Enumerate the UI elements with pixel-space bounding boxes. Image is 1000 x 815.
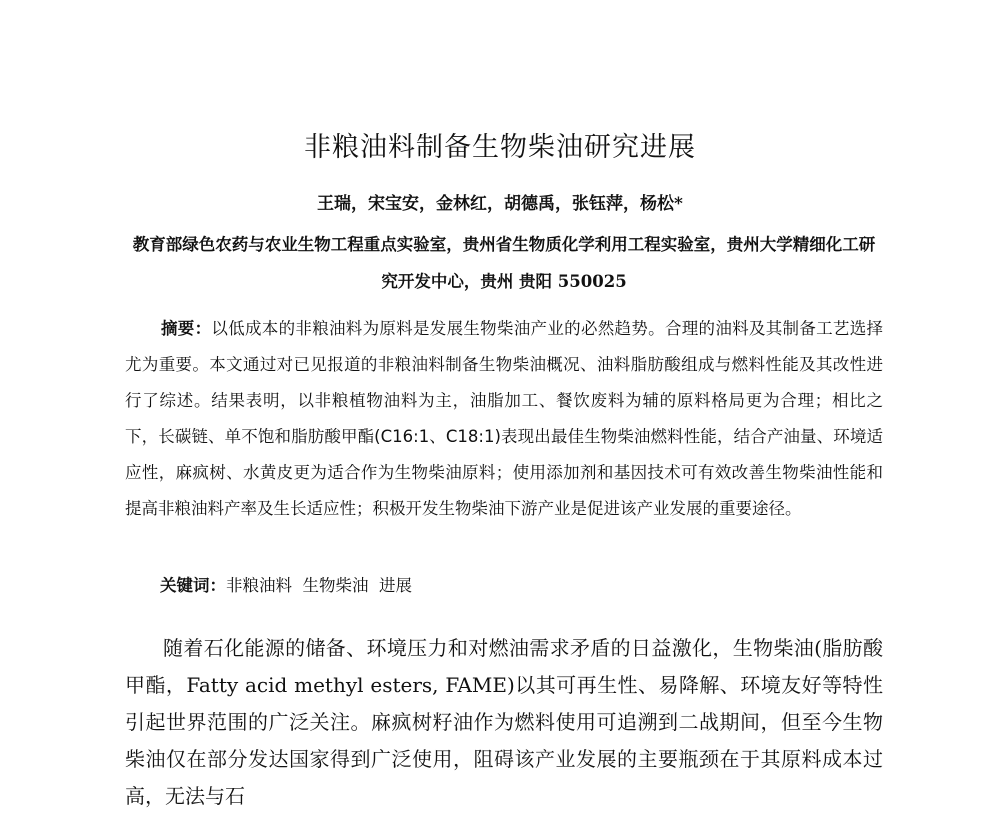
author-list: 王瑞，宋宝安，金林红，胡德禹，张钰萍，杨松* xyxy=(317,194,683,214)
abstract-label: 摘要： xyxy=(161,319,212,338)
abstract-text: 以低成本的非粮油料为原料是发展生物柴油产业的必然趋势。合理的油料及其制备工艺选择尤为重要。本文通过对已见报道的非粮油料制备生物柴油概况、油料脂肪酸组成与燃料性能及其改性进行了综述。结果表明，以非粮植物油料为主，油脂加工、餐饮废料为辅的原料格局更为合理；相比之下，长碳链、单不饱和脂肪酸甲酯(C16:1、C18:1)表现出最佳生物柴油燃料性能，结合产油量、环境适应性，麻疯树、水黄皮更为适合作为生物柴油原料；使用添加剂和基因技术可有效改善生物柴油性能和提高非粮油料产率及生长适应性；积极开发生物柴油下游产业是促进该产业发展的重要途径。 xyxy=(125,319,884,518)
affiliation: 教育部绿色农药与农业生物工程重点实验室，贵州省生物质化学利用工程实验室，贵州大学精细化工研究开发中心，贵州 贵阳 550025 xyxy=(132,235,876,291)
abstract xyxy=(125,311,883,527)
paper-title: 非粮油料制备生物柴油研究进展 xyxy=(304,132,696,163)
keywords-text: 非粮油料 生物柴油 进展 xyxy=(226,576,412,595)
keywords xyxy=(160,572,412,600)
body-paragraph: 随着石化能源的储备、环境压力和对燃油需求矛盾的日益激化，生物柴油(脂肪酸甲酯，Fatty acid methyl esters, FAME)以其可再生性、易降解、环境友好等特性引起世界范围的广泛关注。麻疯树籽油作为燃料使用可追溯到二战期间，但至今生物柴油仅在部分发达国家得到广泛使用，阻碍该产业发展的主要瓶颈在于其原料成本过高，无法与石 xyxy=(125,636,883,808)
keywords-label: 关键词： xyxy=(160,576,226,595)
